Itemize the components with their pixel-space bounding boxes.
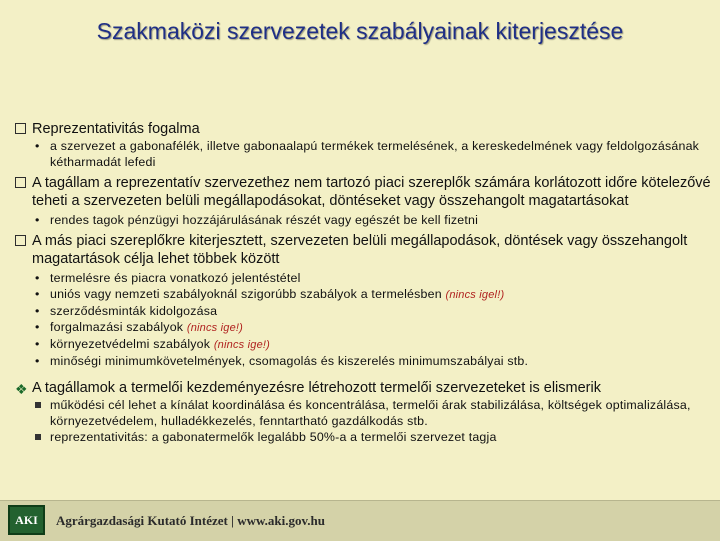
dot-bullet-icon: • (35, 287, 40, 301)
section-4-item-1-text: működési cél lehet a kínálat koordinálása és koncentrálása, termelői árak stabilizálása, költségek optimalizálása, környezetvédelem, hulladékkezelés, fenntartható gazdálkodás stb. (50, 398, 691, 428)
section-3-item-4 (12, 319, 712, 336)
section-2-heading-text: A tagállam a reprezentatív szervezethez nem tartozó piaci szereplők számára korlátozott időre kötelezővé teheti a szervezeten belüli megállapodásokat, döntéseket vagy összehangolt magatartásokat (32, 175, 711, 209)
dot-bullet-icon: • (35, 304, 40, 318)
dot-bullet-icon: • (35, 213, 40, 227)
section-3-item-2-text: uniós vagy nemzeti szabályoknál szigorúbb szabályok a termelésben (50, 287, 442, 301)
section-3-item-1-text: termelésre és piacra vonatkozó jelentéstétel (50, 271, 301, 285)
square-bullet-icon (15, 235, 26, 246)
section-1-heading-text: Reprezentativitás fogalma (32, 121, 200, 137)
section-3-item-3 (12, 303, 712, 319)
section-4-item-1 (12, 397, 712, 429)
dot-bullet-icon: • (35, 320, 40, 334)
section-1-item-1-text: a szervezet a gabonafélék, illetve gabonaalapú termékek termelésének, a kereskedelmének vagy feldolgozásának kétharmadát lefedi (50, 139, 700, 169)
footer-bar (0, 500, 720, 541)
section-3-item-5-note: (nincs ige!) (213, 339, 271, 351)
slide-title: Szakmaközi szervezetek szabályainak kiterjesztése (96, 18, 624, 44)
section-4-item-2-text: reprezentativitás: a gabonatermelők legalább 50%-a a termelői szervezet tagja (50, 430, 497, 444)
square-bullet-icon (15, 123, 26, 134)
footer-text: Agrárgazdasági Kutató Intézet | www.aki.gov.hu (56, 513, 326, 528)
section-3-item-2 (12, 286, 712, 303)
aki-logo: AKI (8, 505, 45, 535)
section-4-item-2 (12, 429, 712, 445)
section-3-item-6 (12, 353, 712, 369)
section-3-item-1 (12, 270, 712, 286)
section-1-item-1 (12, 138, 712, 170)
section-2-heading (12, 174, 712, 210)
dot-bullet-icon: • (35, 139, 40, 153)
section-3-item-5-text: környezetvédelmi szabályok (50, 337, 211, 351)
section-3-heading-text: A más piaci szereplőkre kiterjesztett, szervezeten belüli megállapodások, döntések vagy összehangolt magatartások célja lehet többek között (32, 233, 688, 267)
section-3-item-4-note: (nincs ige!) (186, 322, 244, 334)
section-4-heading-text: A tagállamok a termelői kezdeményezésre létrehozott termelői szervezeteket is elismerik (32, 380, 601, 396)
diamond-bullet-icon: ❖ (15, 381, 28, 397)
section-2-item-1 (12, 212, 712, 228)
slide-content (12, 120, 712, 445)
section-1-heading (12, 120, 712, 138)
section-3-item-4-text: forgalmazási szabályok (50, 320, 184, 334)
small-square-bullet-icon (35, 434, 41, 440)
section-3-item-6-text: minőségi minimumkövetelmények, csomagolás és kiszerelés minimumszabályai stb. (50, 354, 529, 368)
small-square-bullet-icon (35, 402, 41, 408)
dot-bullet-icon: • (35, 337, 40, 351)
square-bullet-icon (15, 177, 26, 188)
section-3-item-3-text: szerződésminták kidolgozása (50, 304, 218, 318)
dot-bullet-icon: • (35, 271, 40, 285)
section-2-item-1-text: rendes tagok pénzügyi hozzájárulásának részét vagy egészét be kell fizetni (50, 213, 479, 227)
section-4-heading (12, 379, 712, 397)
dot-bullet-icon: • (35, 354, 40, 368)
section-3-heading (12, 232, 712, 268)
section-3-item-2-note: (nincs igel!) (445, 289, 505, 301)
section-3-item-5 (12, 336, 712, 353)
